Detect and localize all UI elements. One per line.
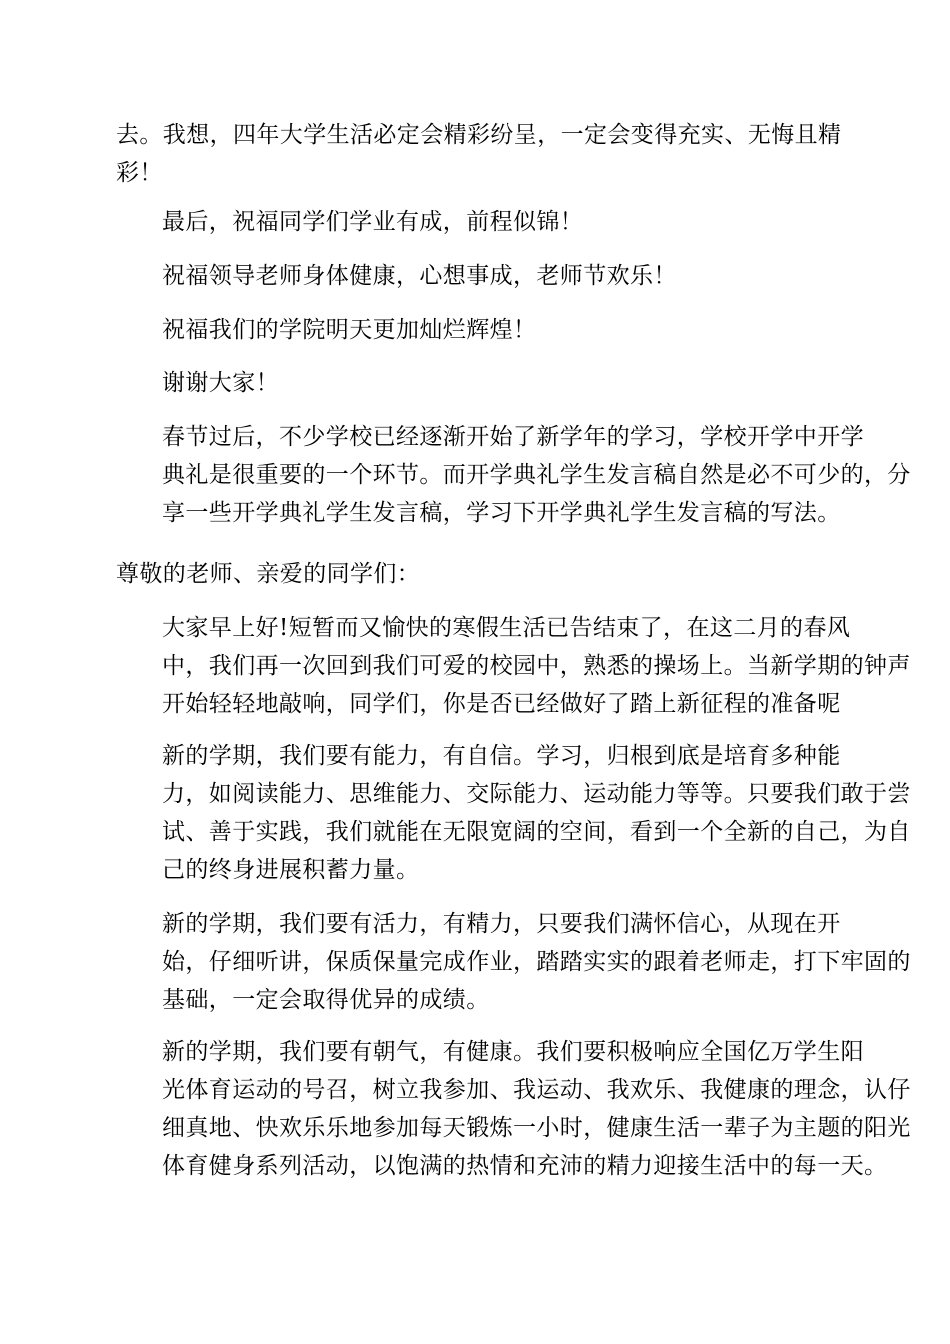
text-line: 大家早上好!短暂而又愉快的寒假生活已告结束了，在这二月的春风 — [162, 615, 851, 641]
text-line: 新的学期，我们要有能力，有自信。学习，归根到底是培育多种能 — [162, 743, 841, 769]
text-line: 基础，一定会取得优异的成绩。 — [162, 987, 490, 1013]
paragraph-thanks — [116, 364, 836, 402]
text-line: 谢谢大家！ — [162, 370, 279, 396]
paragraph-blessing-college — [116, 311, 836, 349]
paragraph-salutation — [116, 555, 836, 593]
text-line: 力，如阅读能力、思维能力、交际能力、运动能力等等。只要我们敢于尝 — [162, 781, 911, 807]
paragraph-vitality-energy — [116, 905, 911, 1019]
text-line: 彩！ — [116, 160, 163, 186]
paragraph-ability-confidence — [116, 737, 911, 889]
text-line: 中，我们再一次回到我们可爱的校园中，熟悉的操场上。当新学期的钟声 — [162, 653, 911, 679]
text-line: 典礼是很重要的一个环节。而开学典礼学生发言稿自然是必不可少的，分 — [162, 462, 911, 488]
paragraph-spirit-health — [116, 1033, 911, 1185]
paragraph-blessing-students — [116, 203, 836, 241]
paragraph-greeting — [116, 609, 911, 723]
text-line: 光体育运动的号召，树立我参加、我运动、我欢乐、我健康的理念，认仔 — [162, 1077, 911, 1103]
text-line: 新的学期，我们要有活力，有精力，只要我们满怀信心，从现在开 — [162, 911, 841, 937]
text-line: 春节过后，不少学校已经逐渐开始了新学年的学习，学校开学中开学 — [162, 424, 864, 450]
text-line: 祝福领导老师身体健康，心想事成，老师节欢乐！ — [162, 263, 677, 289]
paragraph-spring-festival-intro — [116, 418, 911, 532]
text-line: 开始轻轻地敲响，同学们，你是否已经做好了踏上新征程的准备呢 — [162, 691, 841, 717]
text-line: 去。我想，四年大学生活必定会精彩纷呈，一定会变得充实、无悔且精 — [116, 122, 842, 148]
text-line: 己的终身进展积蓄力量。 — [162, 857, 420, 883]
text-line: 尊敬的老师、亲爱的同学们： — [116, 561, 421, 587]
text-line: 细真地、快欢乐乐地参加每天锻炼一小时，健康生活一辈子为主题的阳光 — [162, 1115, 911, 1141]
paragraph-closing-reflection — [116, 116, 842, 192]
text-line: 新的学期，我们要有朝气，有健康。我们要积极响应全国亿万学生阳 — [162, 1039, 864, 1065]
text-line: 体育健身系列活动，以饱满的热情和充沛的精力迎接生活中的每一天。 — [162, 1153, 888, 1179]
text-line: 享一些开学典礼学生发言稿，学习下开学典礼学生发言稿的写法。 — [162, 500, 841, 526]
text-line: 最后，祝福同学们学业有成，前程似锦！ — [162, 209, 584, 235]
text-line: 始，仔细听讲，保质保量完成作业，踏踏实实的跟着老师走，打下牢固的 — [162, 949, 911, 975]
text-line: 祝福我们的学院明天更加灿烂辉煌！ — [162, 317, 537, 343]
text-line: 试、善于实践，我们就能在无限宽阔的空间，看到一个全新的自己，为自 — [162, 819, 911, 845]
paragraph-blessing-teachers — [116, 257, 836, 295]
